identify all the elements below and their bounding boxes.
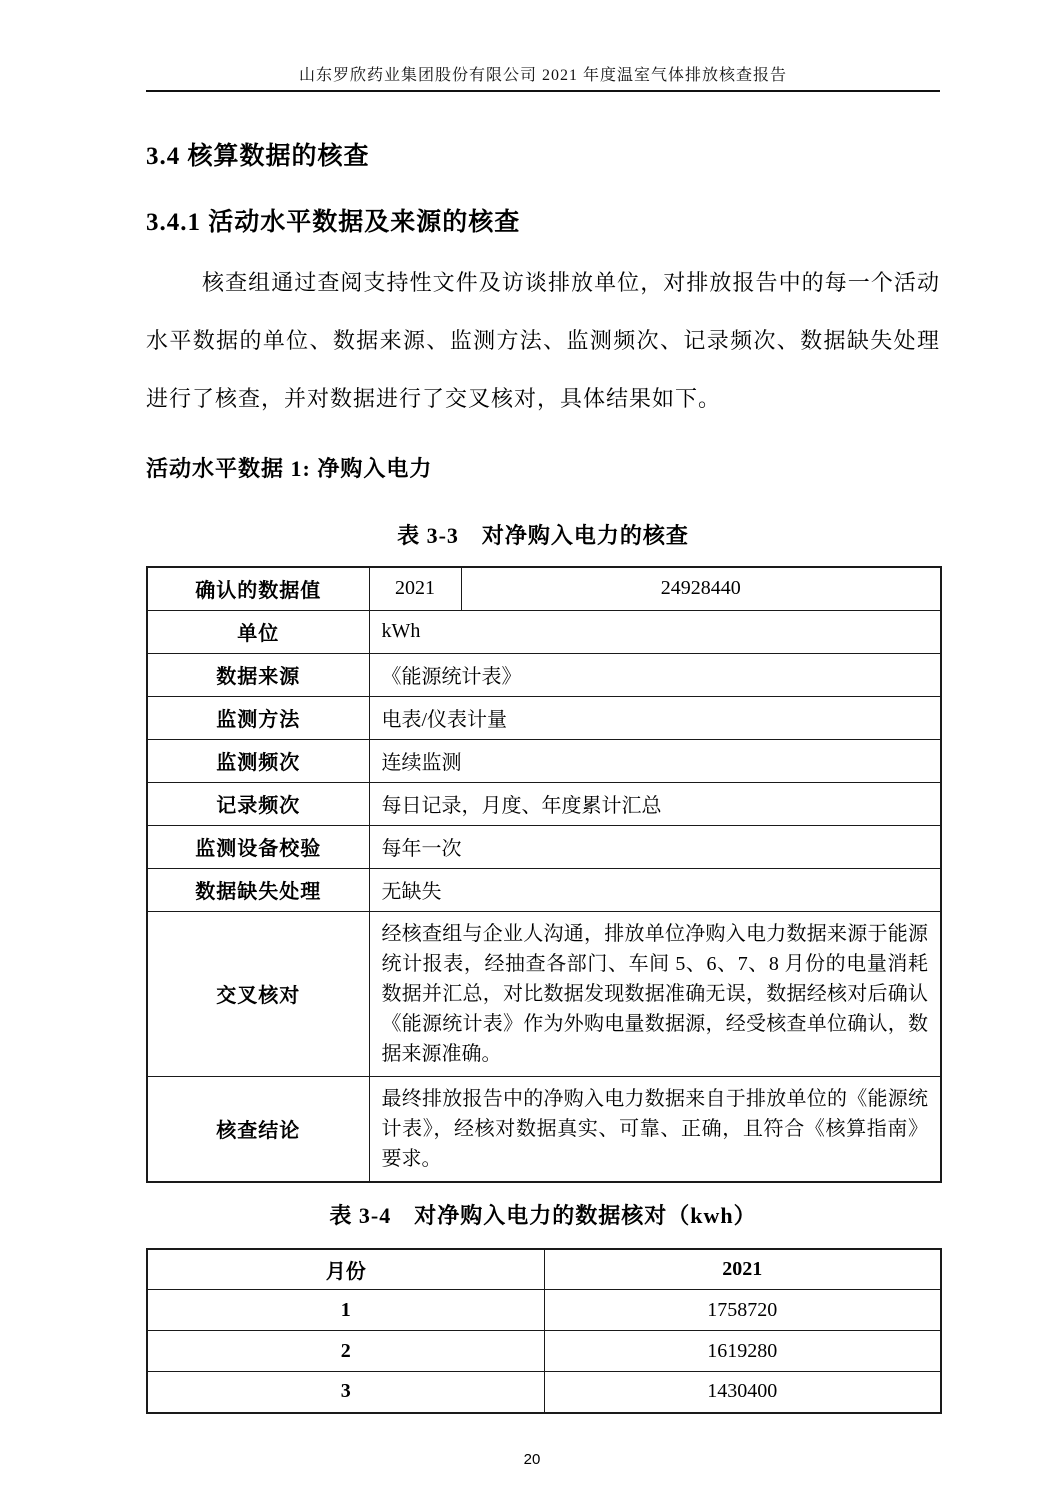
row-label-cell: 交叉核对 bbox=[147, 911, 369, 1076]
table-row-conclusion bbox=[147, 1076, 941, 1182]
row-label-cell: 核查结论 bbox=[147, 1076, 369, 1182]
value-cell: 1430400 bbox=[544, 1372, 941, 1413]
month-cell: 1 bbox=[147, 1290, 544, 1331]
subsection-heading-3-4-1: 3.4.1 活动水平数据及来源的核查 bbox=[146, 209, 521, 236]
row-value-cell: 每日记录，月度、年度累计汇总 bbox=[369, 782, 941, 825]
table-3-4 bbox=[146, 1248, 942, 1414]
row-value-cell: kWh bbox=[369, 610, 941, 653]
value-cell: 1619280 bbox=[544, 1331, 941, 1372]
intro-paragraph: 核查组通过查阅支持性文件及访谈排放单位，对排放报告中的每一个活动水平数据的单位、数据来源、监测方法、监测频次、记录频次、数据缺失处理进行了核查，并对数据进行了交叉核对，具体结果如下。 bbox=[146, 270, 940, 411]
month-cell: 2 bbox=[147, 1331, 544, 1372]
table-row-missing-data bbox=[147, 868, 941, 911]
row-label-cell: 监测频次 bbox=[147, 739, 369, 782]
page-header bbox=[146, 0, 940, 92]
month-column-header: 月份 bbox=[147, 1249, 544, 1290]
row-value-cell: 每年一次 bbox=[369, 825, 941, 868]
table-row-cross-check bbox=[147, 911, 941, 1076]
row-value-cell: 《能源统计表》 bbox=[369, 653, 941, 696]
year-column-header: 2021 bbox=[544, 1249, 941, 1290]
table-row-data-source bbox=[147, 653, 941, 696]
row-label-cell: 确认的数据值 bbox=[147, 567, 369, 610]
row-value-cell: 最终排放报告中的净购入电力数据来自于排放单位的《能源统计表》，经核对数据真实、可靠、正确，且符合《核算指南》要求。 bbox=[369, 1076, 941, 1182]
table-3-4-caption: 表 3-4 对净购入电力的数据核对（kwh） bbox=[329, 1202, 757, 1228]
table-row-monitoring-method bbox=[147, 696, 941, 739]
activity-data-heading: 活动水平数据 1: 净购入电力 bbox=[146, 456, 433, 481]
month-cell: 3 bbox=[147, 1372, 544, 1413]
row-year-cell: 2021 bbox=[369, 567, 461, 610]
table-row-month-2 bbox=[147, 1331, 941, 1372]
table-row-confirmed-value bbox=[147, 567, 941, 610]
row-label-cell: 单位 bbox=[147, 610, 369, 653]
row-label-cell: 监测方法 bbox=[147, 696, 369, 739]
table-row-device-calibration bbox=[147, 825, 941, 868]
row-value-cell: 无缺失 bbox=[369, 868, 941, 911]
row-value-cell: 电表/仪表计量 bbox=[369, 696, 941, 739]
row-label-cell: 数据缺失处理 bbox=[147, 868, 369, 911]
table-row-month-3 bbox=[147, 1372, 941, 1413]
page-number: 20 bbox=[523, 1451, 541, 1468]
table-3-3-caption: 表 3-3 对净购入电力的核查 bbox=[397, 523, 689, 548]
table-row-monitoring-frequency bbox=[147, 739, 941, 782]
page-footer bbox=[0, 1451, 1064, 1468]
row-value-cell: 经核查组与企业人沟通，排放单位净购入电力数据来源于能源统计报表，经抽查各部门、车间 5、6、7、8 月份的电量消耗数据并汇总，对比数据发现数据准确无误，数据经核对后确认《能源统计表》作为外购电量数据源，经受核查单位确认，数据来源准确。 bbox=[369, 911, 941, 1076]
table-row-unit bbox=[147, 610, 941, 653]
table-3-3 bbox=[146, 566, 942, 1183]
section-heading-3-4: 3.4 核算数据的核查 bbox=[146, 143, 370, 170]
table-row-record-frequency bbox=[147, 782, 941, 825]
row-value-cell: 连续监测 bbox=[369, 739, 941, 782]
row-label-cell: 记录频次 bbox=[147, 782, 369, 825]
header-title: 山东罗欣药业集团股份有限公司 2021 年度温室气体排放核查报告 bbox=[298, 67, 787, 84]
row-label-cell: 监测设备校验 bbox=[147, 825, 369, 868]
value-cell: 1758720 bbox=[544, 1290, 941, 1331]
row-label-cell: 数据来源 bbox=[147, 653, 369, 696]
table-header-row bbox=[147, 1249, 941, 1290]
row-value-cell: 24928440 bbox=[461, 567, 941, 610]
table-row-month-1 bbox=[147, 1290, 941, 1331]
